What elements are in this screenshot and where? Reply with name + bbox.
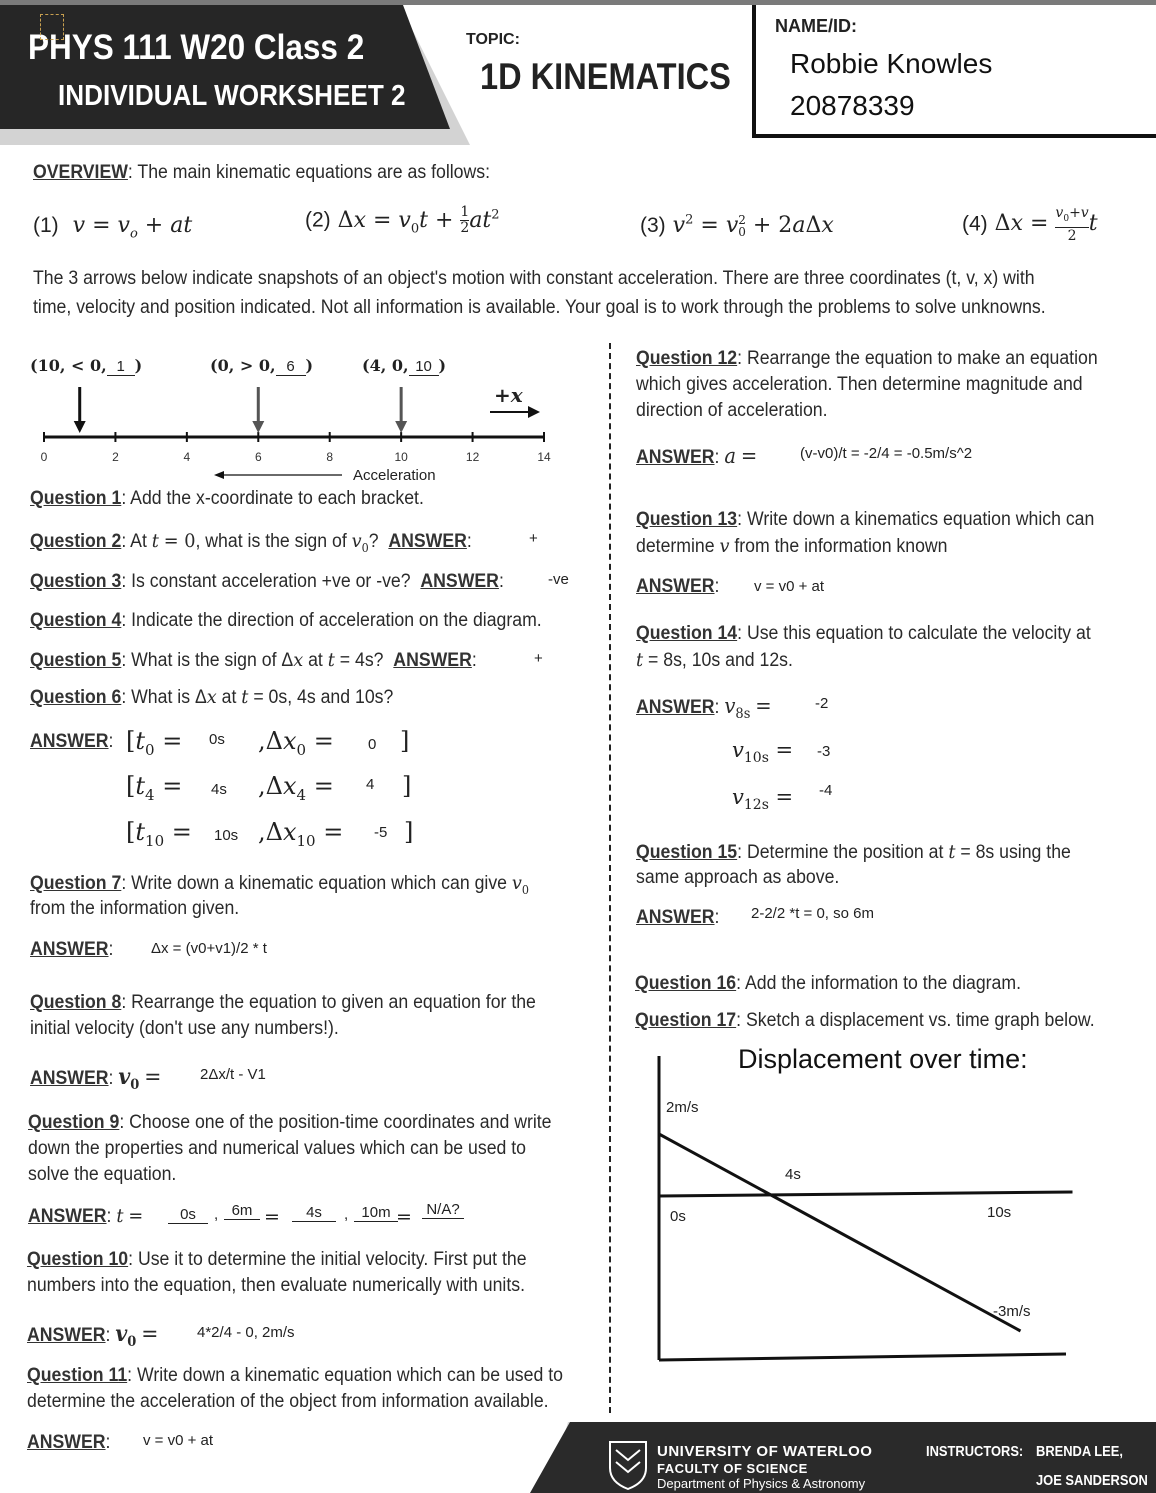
question-12-line-3: direction of acceleration. — [636, 400, 828, 421]
id-field[interactable]: 20878339 — [790, 90, 915, 121]
snapshot-fill-3[interactable]: 10 — [409, 358, 439, 376]
question-3: Question 3: Is constant acceleration +ve or -ve? ANSWER: — [30, 571, 504, 592]
worksheet-title: INDIVIDUAL WORKSHEET 2 — [58, 80, 406, 112]
question-13: Question 13: Write down a kinematics equation which can — [636, 509, 1095, 530]
name-field[interactable]: Robbie Knowles — [790, 48, 993, 79]
equation-3: (3) $v^2 = v$ 2 0 + 2aΔx — [640, 212, 834, 239]
q11-answer[interactable]: v = v0 + at — [143, 1432, 214, 1449]
graph-annotation-neg3ms: -3m/s — [993, 1303, 1031, 1320]
q9-equals-4: = — [396, 1206, 412, 1228]
q9-field-5[interactable]: N/A? — [422, 1201, 464, 1219]
question-15-line-2: same approach as above. — [636, 867, 840, 888]
equation-1: (1) $v = v_o$ + at — [33, 213, 193, 242]
q12-answer-label: ANSWER: a = — [636, 444, 758, 468]
equation-4: (4) Δx = $\frac{v_0+v}{2}$ t — [962, 205, 1098, 244]
footer-faculty: FACULTY OF SCIENCE — [657, 1461, 808, 1476]
q10-answer[interactable]: 4*2/4 - 0, 2m/s — [197, 1324, 295, 1341]
number-line-tick-label-4: 4 — [183, 450, 191, 464]
snapshot-arrowhead-2 — [252, 421, 264, 433]
footer-university: UNIVERSITY OF WATERLOO — [657, 1443, 873, 1460]
question-7: Question 7: Write down a kinematic equation which can give $v_0$ — [30, 872, 529, 897]
number-line-tick-label-0: 0 — [40, 450, 48, 464]
q6-t10[interactable]: 10s — [214, 827, 239, 844]
footer-instructor-1: BRENDA LEE, — [1036, 1443, 1123, 1460]
university-crest-icon — [608, 1440, 648, 1490]
question-8-line-2: initial velocity (don't use any numbers!). — [30, 1018, 339, 1039]
q6-row-10: [$t_{10}$ = — [126, 818, 192, 850]
q10-answer-label: ANSWER: $v_0$ = — [27, 1321, 159, 1350]
question-9-line-3: solve the equation. — [28, 1164, 177, 1185]
q14-v12[interactable]: -4 — [819, 782, 833, 799]
topic-label: TOPIC: — [466, 31, 520, 48]
intro-line-2: time, velocity and position indicated. Not all information is available. Your goal is to work through the problems to solve unknowns. — [33, 297, 1046, 318]
q9-answer-label: ANSWER: t = — [28, 1205, 144, 1227]
text-cursor-icon — [40, 14, 64, 40]
displacement-graph — [630, 1040, 1090, 1380]
equation-2: (2) $\Delta x = v_0t$ + $\frac{1}{2}$ $at^2$ — [305, 204, 500, 236]
q6-row-0: [$t_0$ = — [126, 727, 183, 759]
q14-v10[interactable]: -3 — [817, 743, 831, 760]
number-line-tick-label-12: 12 — [465, 450, 480, 464]
snapshot-label-2: (0, > 0, 6 ) — [210, 356, 314, 375]
snapshot-fill-2[interactable]: 6 — [276, 358, 306, 376]
snapshot-fill-1[interactable]: 1 — [107, 358, 135, 376]
q6-dx10[interactable]: -5 — [374, 824, 388, 841]
topic-title: 1D KINEMATICS — [480, 56, 731, 97]
q13-answer[interactable]: v = v0 + at — [754, 578, 825, 595]
number-line-tick-label-10: 10 — [394, 450, 408, 464]
question-13-line-2: determine v from the information known — [636, 535, 948, 557]
graph-time-axis-line — [659, 1192, 1073, 1196]
q14-v8[interactable]: -2 — [815, 695, 829, 712]
number-line-tick-label-6: 6 — [254, 450, 262, 464]
question-17: Question 17: Sketch a displacement vs. time graph below. — [635, 1010, 1095, 1031]
q9-field-2[interactable]: 6m — [224, 1202, 260, 1220]
q9-comma-2: , — [344, 1206, 349, 1223]
position-number-line — [30, 375, 560, 485]
question-7-line-2: from the information given. — [30, 898, 240, 919]
q9-comma-1: , — [214, 1206, 219, 1223]
plus-x-label: +x — [494, 383, 523, 407]
acceleration-arrowhead — [214, 471, 224, 479]
question-2: Question 2: At t = 0, what is the sign of $v_0$? ANSWER: — [30, 530, 472, 555]
graph-annotation-10s: 10s — [987, 1204, 1012, 1221]
q9-field-4[interactable]: 10m — [354, 1204, 398, 1222]
q14-answer-label: ANSWER: $v_{8s}$ = — [636, 694, 772, 722]
overview-line: OVERVIEW: The main kinematic equations are as follows: — [33, 162, 491, 183]
question-5: Question 5: What is the sign of Δx at t = 4s? ANSWER: — [30, 649, 477, 671]
q13-answer-label: ANSWER: — [636, 576, 720, 597]
q11-answer-label: ANSWER: — [27, 1432, 111, 1453]
graph-x-axis — [659, 1354, 1066, 1360]
acceleration-label: Acceleration — [353, 467, 436, 484]
question-12-line-2: which gives acceleration. Then determine magnitude and — [636, 374, 1083, 395]
graph-title: Displacement over time: — [738, 1044, 1028, 1074]
q6-dx10-label: $,\Delta x_{10}$ = — [258, 818, 344, 850]
q14-v12-label: $v_{12s}$ = — [732, 785, 794, 814]
name-label: NAME/ID: — [775, 16, 857, 36]
q6-t0[interactable]: 0s — [209, 731, 225, 748]
course-title: PHYS 111 W20 Class 2 — [28, 28, 365, 67]
q6-answer-label: ANSWER: — [30, 731, 114, 752]
footer-department: Department of Physics & Astronomy — [657, 1476, 866, 1491]
q6-t4[interactable]: 4s — [211, 781, 227, 798]
column-divider — [609, 343, 611, 1413]
question-4: Question 4: Indicate the direction of acceleration on the diagram. — [30, 610, 542, 631]
q6-dx4[interactable]: 4 — [366, 776, 375, 793]
question-14-line-2: t = 8s, 10s and 12s. — [636, 649, 793, 671]
footer-instructors-label: INSTRUCTORS: — [926, 1443, 1024, 1460]
number-line-tick-label-14: 14 — [537, 450, 551, 464]
q5-answer[interactable]: + — [534, 650, 543, 667]
graph-annotation-4s: 4s — [785, 1166, 801, 1183]
q6-dx4-label: $,\Delta x_4$ = — [258, 772, 334, 804]
question-6: Question 6: What is Δx at t = 0s, 4s and 10s? — [30, 686, 394, 708]
question-11: Question 11: Write down a kinematic equation which can be used to — [27, 1365, 563, 1386]
q12-answer[interactable]: (v-v0)/t = -2/4 = -0.5m/s^2 — [800, 445, 973, 462]
q6-dx0[interactable]: 0 — [368, 736, 377, 753]
q6-bracket-10: ] — [404, 818, 414, 846]
question-14: Question 14: Use this equation to calculate the velocity at — [636, 623, 1091, 644]
question-11-line-2: determine the acceleration of the object from information available. — [27, 1391, 549, 1412]
q14-v10-label: $v_{10s}$ = — [732, 738, 794, 767]
graph-annotation-2ms: 2m/s — [666, 1099, 699, 1116]
number-line-tick-label-2: 2 — [112, 450, 119, 464]
q9-field-1[interactable]: 0s — [168, 1206, 208, 1224]
q6-bracket-0: ] — [400, 727, 410, 755]
graph-annotation-0s: 0s — [670, 1208, 686, 1225]
q7-answer-label: ANSWER: — [30, 939, 114, 960]
question-10: Question 10: Use it to determine the initial velocity. First put the — [27, 1249, 527, 1270]
q9-equals-2: = — [264, 1206, 280, 1228]
q7-answer[interactable]: Δx = (v0+v1)/2 * t — [151, 940, 267, 957]
q9-field-3[interactable]: 4s — [292, 1204, 336, 1222]
number-line-tick-label-8: 8 — [326, 450, 334, 464]
q8-answer-label: ANSWER: $v_0$ = — [30, 1064, 162, 1093]
plus-x-arrowhead — [528, 406, 540, 418]
question-10-line-2: numbers into the equation, then evaluate numerically with units. — [27, 1275, 526, 1296]
q15-answer-label: ANSWER: — [636, 907, 720, 928]
footer-instructor-2: JOE SANDERSON — [1036, 1472, 1148, 1489]
q3-answer[interactable]: -ve — [548, 571, 569, 588]
question-8: Question 8: Rearrange the equation to given an equation for the — [30, 992, 536, 1013]
q6-dx0-label: $,\Delta x_0$ = — [258, 727, 334, 759]
intro-line-1: The 3 arrows below indicate snapshots of an object's motion with constant acceleration. There are three coordinates (t, v, x) with — [33, 268, 1035, 289]
question-9: Question 9: Choose one of the position-time coordinates and write — [28, 1112, 552, 1133]
snapshot-arrowhead-3 — [395, 421, 407, 433]
q2-answer[interactable]: + — [529, 530, 538, 547]
q8-answer[interactable]: 2Δx/t - V1 — [200, 1066, 266, 1083]
q6-row-4: [$t_4$ = — [126, 772, 183, 804]
snapshot-arrowhead-1 — [74, 421, 86, 433]
q15-answer[interactable]: 2-2/2 *t = 0, so 6m — [751, 905, 874, 922]
graph-sketch-line — [659, 1134, 1021, 1331]
question-9-line-2: down the properties and numerical values which can be used to — [28, 1138, 527, 1159]
snapshot-label-1: (10, < 0, 1 ) — [30, 356, 143, 375]
question-1: Question 1: Add the x-coordinate to each bracket. — [30, 488, 424, 509]
question-15: Question 15: Determine the position at t = 8s using the — [636, 841, 1071, 863]
snapshot-label-3: (4, 0, 10 ) — [362, 356, 447, 375]
question-12: Question 12: Rearrange the equation to make an equation — [636, 348, 1098, 369]
question-16: Question 16: Add the information to the diagram. — [635, 973, 1021, 994]
q6-bracket-4: ] — [402, 772, 412, 800]
